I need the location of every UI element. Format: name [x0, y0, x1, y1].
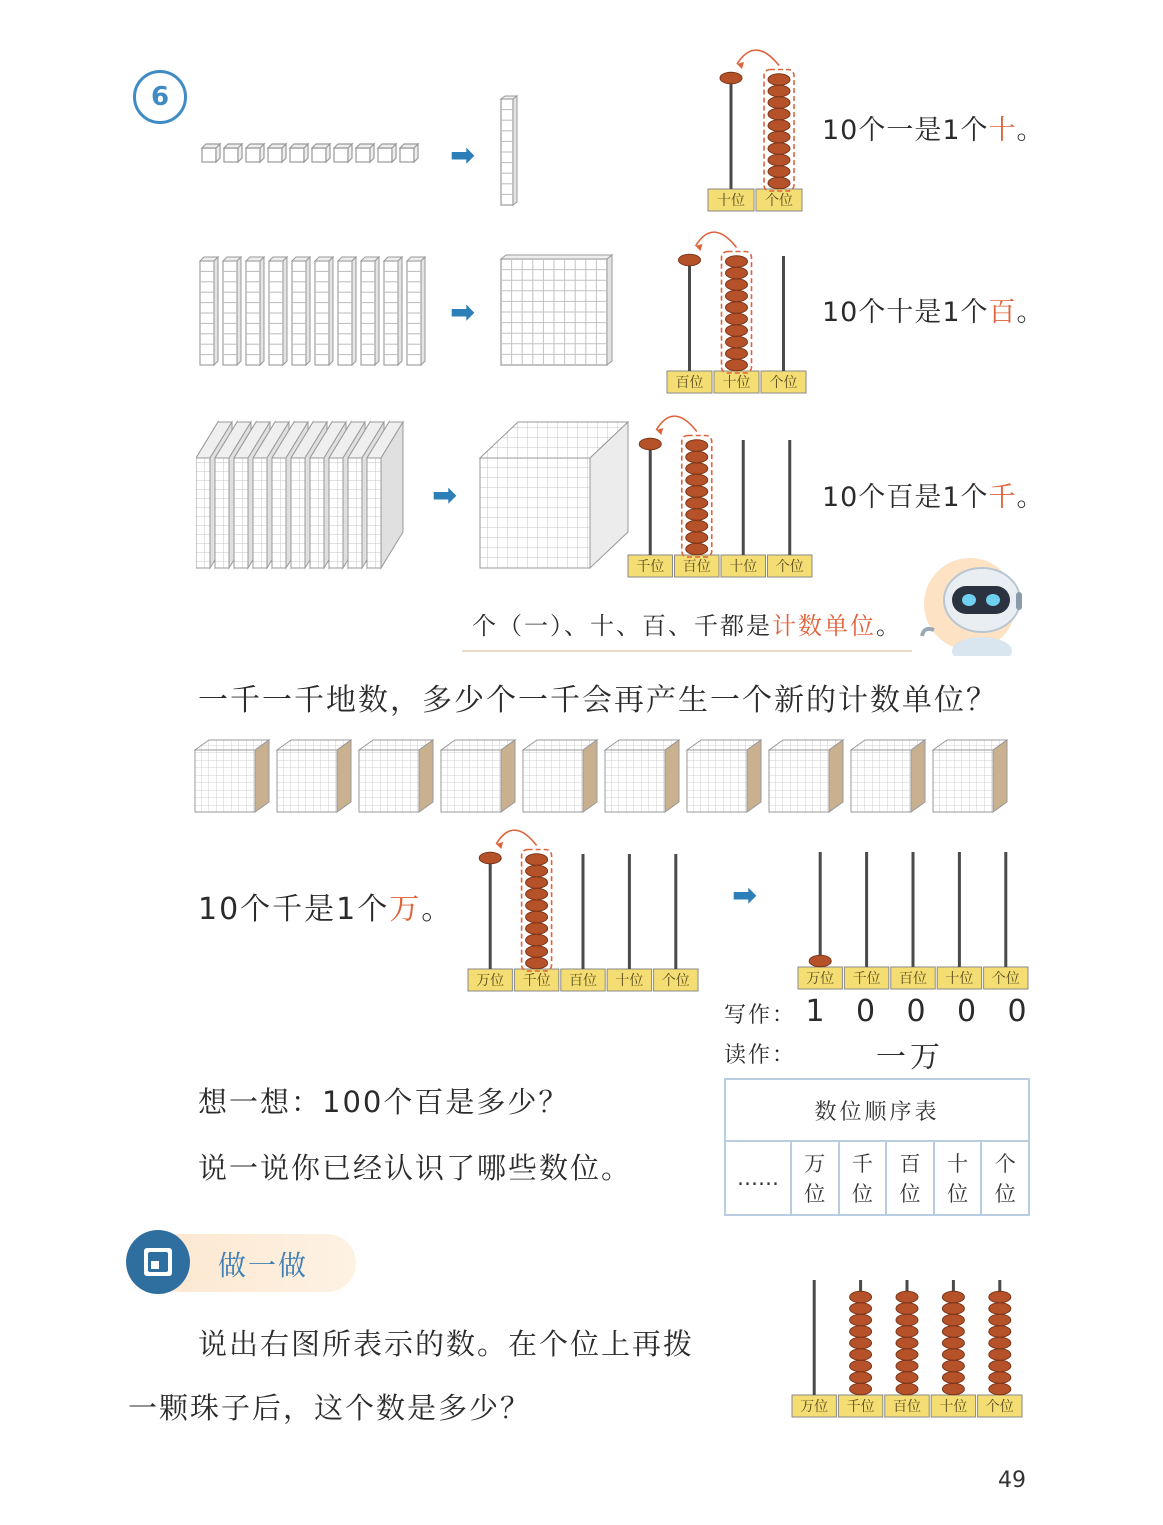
place-cell-bottom: 位 — [851, 1182, 873, 1206]
rule-ten-thousand — [198, 884, 453, 928]
abacus-bead — [896, 1372, 918, 1384]
rule-thousand-period: 。 — [1016, 482, 1045, 513]
abacus-ten-thousand-carry — [466, 820, 702, 995]
abacus-bead — [942, 1314, 964, 1326]
abacus-bead — [942, 1337, 964, 1349]
rule-hundred-text: 10个十是1个 — [822, 297, 989, 328]
abacus-bead — [942, 1360, 964, 1372]
abacus-bead — [726, 267, 748, 279]
abacus-bead — [942, 1372, 964, 1384]
abacus-bead — [942, 1291, 964, 1303]
abacus-bead — [850, 1314, 872, 1326]
abacus-bead — [686, 486, 708, 498]
abacus-bead — [768, 177, 790, 189]
thousand-cube-illustration — [478, 418, 634, 573]
abacus-bead — [896, 1314, 918, 1326]
written-digit: 0 — [906, 994, 926, 1029]
abacus-bead — [896, 1303, 918, 1315]
rule-thousand-text: 10个百是1个 — [822, 482, 989, 513]
abacus-bead — [989, 1383, 1011, 1395]
abacus-bead — [768, 131, 790, 143]
rule-ten — [822, 108, 1045, 147]
abacus-place-label: 个位 — [661, 973, 690, 989]
written-digit: 1 — [805, 994, 825, 1029]
abacus-place-label: 万位 — [800, 1399, 829, 1415]
ten-rods-illustration — [198, 255, 428, 370]
place-table-title: 数位顺序表 — [725, 1079, 1029, 1141]
think-text: 想一想：100个百是多少？ — [198, 1085, 570, 1119]
abacus-bead — [768, 154, 790, 166]
abacus-place-label: 百位 — [682, 559, 711, 575]
abacus-bead — [850, 1303, 872, 1315]
place-cell-top: 个 — [994, 1152, 1016, 1176]
arrow-right-icon: ➡ — [432, 478, 458, 513]
note-underline — [462, 650, 912, 652]
place-cell-bottom: 位 — [994, 1182, 1016, 1206]
abacus-bead — [850, 1383, 872, 1395]
rule-hundred-unit: 百 — [988, 297, 1017, 328]
abacus-bead — [726, 359, 748, 371]
abacus-bead — [768, 97, 790, 109]
rule-thousand-unit: 千 — [988, 482, 1017, 513]
abacus-bead — [768, 120, 790, 132]
written-digit: 0 — [855, 994, 876, 1029]
abacus-place-label: 百位 — [899, 971, 927, 987]
place-table-ellipsis: …… — [725, 1141, 791, 1215]
abacus-bead — [526, 957, 548, 969]
rule-hundred — [822, 290, 1045, 329]
rule-wan-text: 10个千是1个 — [198, 892, 390, 927]
place-table-cell — [839, 1141, 887, 1215]
place-table-cell — [934, 1141, 982, 1215]
abacus-hundred — [665, 222, 810, 397]
abacus-place-label: 千位 — [852, 971, 881, 987]
written-digits — [800, 994, 1032, 1029]
unit-note-text: 个（一）、十、百、千都是 — [472, 612, 772, 640]
written-label: 写作： — [724, 1003, 797, 1028]
abacus-bead — [526, 934, 548, 946]
abacus-bead — [726, 279, 748, 291]
abacus-bead — [989, 1360, 1011, 1372]
rule-ten-period: 。 — [1016, 115, 1045, 146]
unit-note-highlight: 计数单位 — [772, 612, 876, 640]
abacus-bead — [942, 1326, 964, 1338]
abacus-place-label: 个位 — [765, 193, 793, 209]
robot-icon — [912, 556, 1024, 656]
practice-icon — [126, 1230, 190, 1294]
rule-ten-text: 10个一是1个 — [822, 115, 989, 146]
abacus-bead — [989, 1326, 1011, 1338]
abacus-bead — [942, 1303, 964, 1315]
abacus-bead — [989, 1291, 1011, 1303]
abacus-bead — [726, 302, 748, 314]
abacus-bead — [768, 85, 790, 97]
abacus-bead — [726, 325, 748, 337]
place-table-cell — [886, 1141, 934, 1215]
abacus-bead — [850, 1372, 872, 1384]
abacus-ten-thousand — [796, 818, 1032, 993]
abacus-bead — [850, 1349, 872, 1361]
abacus-place-label: 个位 — [991, 971, 1020, 987]
pencil-square-icon — [139, 1243, 177, 1281]
abacus-bead — [686, 463, 708, 475]
abacus-place-label: 十位 — [615, 973, 644, 989]
abacus-bead — [768, 74, 790, 86]
abacus-bead — [679, 254, 701, 266]
abacus-bead — [686, 509, 708, 521]
abacus-bead — [526, 911, 548, 923]
rule-hundred-period: 。 — [1016, 297, 1045, 328]
abacus-bead — [768, 166, 790, 178]
rule-ten-unit: 十 — [988, 115, 1017, 146]
ten-thousand-cubes-illustration — [194, 738, 1014, 818]
ten-rod-illustration — [498, 95, 520, 210]
unit-note-period: 。 — [876, 612, 902, 640]
abacus-bead — [942, 1383, 964, 1395]
abacus-bead — [686, 520, 708, 532]
written-row — [724, 998, 796, 1029]
abacus-bead — [850, 1326, 872, 1338]
abacus-bead — [686, 440, 708, 452]
arrow-right-icon: ➡ — [732, 878, 758, 913]
abacus-thousand — [626, 406, 816, 581]
place-cell-top: 万 — [804, 1152, 826, 1176]
abacus-ten — [706, 40, 806, 215]
arrow-right-icon: ➡ — [450, 295, 476, 330]
abacus-bead — [896, 1383, 918, 1395]
abacus-bead — [896, 1349, 918, 1361]
say-text: 说一说你已经认识了哪些数位。 — [198, 1151, 633, 1185]
abacus-bead — [526, 923, 548, 935]
abacus-bead — [726, 336, 748, 348]
ten-flats-illustration — [196, 418, 420, 573]
read-label: 读作： — [724, 1043, 797, 1068]
place-table-cell — [791, 1141, 839, 1215]
abacus-bead — [768, 143, 790, 155]
abacus-bead — [686, 543, 708, 555]
place-value-table — [724, 1078, 1030, 1216]
abacus-bead — [639, 438, 661, 450]
abacus-bead — [896, 1291, 918, 1303]
abacus-bead — [989, 1303, 1011, 1315]
abacus-bead — [686, 532, 708, 544]
abacus-place-label: 十位 — [722, 375, 751, 391]
rule-wan-period: 。 — [421, 892, 454, 927]
abacus-bead — [850, 1291, 872, 1303]
abacus-place-label: 百位 — [569, 973, 597, 989]
arrow-right-icon: ➡ — [450, 138, 476, 173]
abacus-bead — [896, 1360, 918, 1372]
page-number: 49 — [998, 1468, 1026, 1493]
practice-line2: 一颗珠子后，这个数是多少？ — [128, 1391, 532, 1425]
abacus-place-label: 万位 — [806, 971, 835, 987]
abacus-bead — [526, 946, 548, 958]
abacus-place-label: 个位 — [769, 375, 798, 391]
place-cell-bottom: 位 — [899, 1182, 921, 1206]
abacus-bead — [726, 313, 748, 325]
place-cell-bottom: 位 — [947, 1182, 969, 1206]
abacus-bead — [526, 854, 548, 866]
abacus-practice — [790, 1246, 1026, 1421]
place-table-cell — [981, 1141, 1029, 1215]
abacus-place-label: 百位 — [893, 1399, 921, 1415]
practice-title: 做一做 — [218, 1249, 309, 1282]
question-text: 一千一千地数，多少个一千会再产生一个新的计数单位？ — [198, 683, 998, 718]
read-value: 一万 — [876, 1040, 944, 1075]
abacus-bead — [686, 451, 708, 463]
abacus-bead — [720, 72, 742, 84]
abacus-bead — [526, 900, 548, 912]
example-badge — [133, 70, 187, 124]
abacus-bead — [989, 1314, 1011, 1326]
abacus-bead — [850, 1360, 872, 1372]
abacus-bead — [686, 497, 708, 509]
place-cell-bottom: 位 — [804, 1182, 826, 1206]
abacus-place-label: 万位 — [476, 973, 505, 989]
abacus-bead — [989, 1337, 1011, 1349]
ones-cubes-illustration — [200, 140, 430, 168]
place-cell-top: 十 — [947, 1152, 969, 1176]
abacus-place-label: 千位 — [522, 973, 551, 989]
abacus-place-label: 个位 — [775, 559, 804, 575]
rule-thousand — [822, 475, 1045, 514]
practice-line1: 说出右图所表示的数。在个位上再拨 — [198, 1327, 695, 1361]
abacus-bead — [989, 1349, 1011, 1361]
abacus-bead — [809, 955, 831, 967]
abacus-place-label: 百位 — [675, 375, 704, 391]
example-number: 6 — [150, 82, 170, 112]
abacus-bead — [850, 1337, 872, 1349]
abacus-bead — [526, 877, 548, 889]
abacus-bead — [989, 1372, 1011, 1384]
abacus-place-label: 十位 — [729, 559, 758, 575]
abacus-bead — [896, 1326, 918, 1338]
abacus-place-label: 十位 — [939, 1399, 968, 1415]
abacus-place-label: 千位 — [636, 559, 665, 575]
abacus-bead — [686, 474, 708, 486]
place-cell-top: 百 — [899, 1152, 921, 1176]
abacus-bead — [726, 256, 748, 268]
abacus-bead — [526, 865, 548, 877]
place-cell-top: 千 — [851, 1152, 873, 1176]
abacus-bead — [479, 852, 501, 864]
rule-wan-unit: 万 — [389, 892, 422, 927]
written-digit: 0 — [1007, 994, 1027, 1029]
abacus-bead — [942, 1349, 964, 1361]
abacus-bead — [726, 290, 748, 302]
abacus-bead — [768, 108, 790, 120]
written-digit: 0 — [956, 994, 977, 1029]
abacus-bead — [526, 888, 548, 900]
counting-unit-note — [472, 606, 902, 641]
abacus-place-label: 十位 — [945, 971, 974, 987]
abacus-bead — [726, 348, 748, 360]
abacus-place-label: 个位 — [985, 1399, 1014, 1415]
hundred-flat-illustration — [498, 253, 618, 368]
abacus-place-label: 千位 — [846, 1399, 875, 1415]
abacus-bead — [896, 1337, 918, 1349]
abacus-place-label: 十位 — [717, 193, 745, 209]
